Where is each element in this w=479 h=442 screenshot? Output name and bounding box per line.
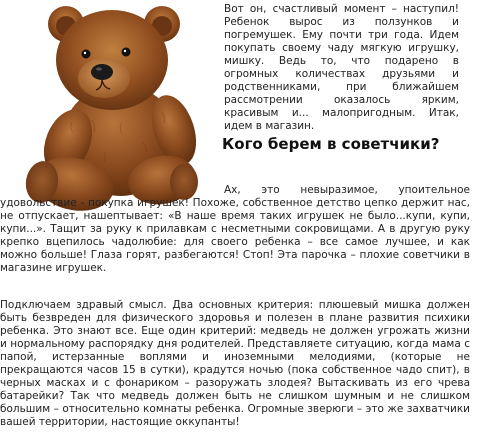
intro-paragraph: Вот он, счастливый момент – наступил! Ребенок вырос из ползунков и погремушек. Ему почти три года. Идем покупать своему чаду мягкую игрушку, мишку. Ведь то, что подарено в огромных количествах друзьями и родственниками, при ближайшем рассмотрении оказалось ярким, красивым и... малопригодным. Итак, идем в магазин. (224, 3, 459, 132)
teddy-bear-image (12, 2, 212, 214)
paragraph-criteria: Подключаем здравый смысл. Два основных критерия: плюшевый мишка должен быть безвреден для физического здоровья и полезен в плане развития психики ребенка. Это знают все. Еще один критерий: медведь не должен угрожать жизни и нормальному распорядку дня родителей. Представляете ситуацию, когда мама с папой, истерзанные воплями и иноземными мелодиями, (которые не прекращаются часов 15 в сутки), крадутся ночью (пока собственное чадо спит), в черных масках и с фонариком – разоружать злодея? Вытаскивать из его чрева батарейки? Так что медведь должен быть не слишком шумным и не слишком большим – относительно комнаты ребенка. Огромные зверюги – это же захватчики вашей территории, настоящие оккупанты! (0, 299, 470, 428)
section-heading: Кого берем в советчики? (222, 135, 440, 153)
paragraph-advisors: Ах, это невыразимое, упоительное удовольствие - покупка игрушек! Похоже, собственное детство цепко держит нас, не отпускает, нашептывает: «В наше время таких игрушек не было...купи, купи, купи...». Тащит за руку к прилавкам с несметными сокровищами. А в другую руку крепко вцепилось чадолюбие: для своего ребенка – все самое лучшее, и как можно больше! Глаза горят, разбегаются! Стоп! Эта парочка – плохие советчики в магазине игрушек. (0, 184, 470, 274)
